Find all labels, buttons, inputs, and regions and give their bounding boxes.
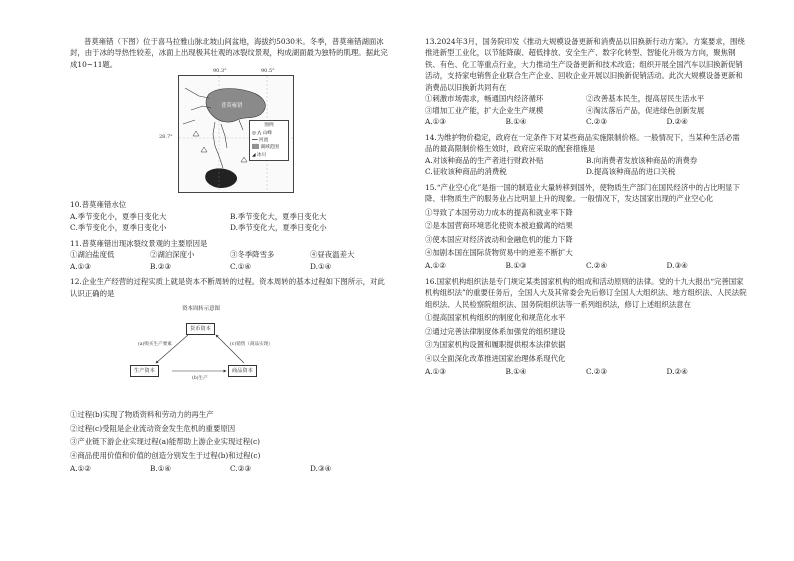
q16-option-a[interactable]: A.①③ — [425, 367, 446, 377]
legend-item-peak: ◎ ⋀ 山峰 — [252, 130, 272, 136]
q12-stem: 12.企业生产经营的过程实质上就是资本不断周转的过程。资本周转的基本过程如下图所示，对此认识正确的是 — [70, 277, 385, 298]
legend-item-river: ━━ 河流 — [252, 138, 269, 144]
q11-stem: 11.普莫雍错出现冰裂纹景观的主要原因是 — [70, 238, 208, 248]
arrow-label-c: (c)销售（商品实现） — [230, 342, 273, 348]
lon-left-label: 90.3° — [213, 68, 227, 75]
q15-option-a[interactable]: A.①② — [425, 261, 446, 271]
q11-statement-4: ④昼夜温差大 — [310, 250, 355, 260]
q13-stem: 13.2024年3月，国务院印发《推动大规模设备更新和消费品以旧换新行动方案》。方案要求，围绕推进新型工业化，以节能降碳、超低排放、安全生产、数字化转型、智能化升级为方向，聚焦钢铁、有色、化工等重点行业，大力推动生产设备更新和技术改造；组织开展全国汽车以旧换新促销活动，支持家电销售企业联合生产企业、回收企业开展以旧换新促销活动。此次大规模设备更新和消费品以旧换新共同有在 — [425, 37, 745, 92]
legend-item-glacier: ◢ 冰川 — [252, 152, 267, 158]
q16-option-b[interactable]: B.①④ — [505, 367, 527, 377]
right-column — [425, 36, 747, 378]
q12-option-b[interactable]: B.①④ — [150, 464, 172, 474]
q13-statement-1: ①刺激市场需求，畅通国内经济循环 — [425, 94, 544, 104]
diagram-title: 资本周转示意图 — [182, 306, 220, 313]
q11-option-a[interactable]: A.①③ — [70, 261, 91, 271]
q13-options — [425, 116, 747, 127]
q13-statements-row1 — [425, 93, 747, 104]
q16-stem: 16.国家机构组织法是专门规定某类国家机构的组成和活动原则的法律。党的十九大报出“完善国家机构组织法”的重要任务后，全国人大及其常委会先后修订全国人大组织法、地方组织法、人民法院组织法、人民检察院组织法、国务院组织法等一系列组织法，修订上述组织法意在 — [425, 276, 747, 309]
q12-options — [70, 463, 390, 474]
q12-option-c[interactable]: C.②③ — [230, 464, 251, 474]
q11-statement-1: ①湖泊盐度低 — [70, 250, 115, 260]
q15-option-d[interactable]: D.③④ — [666, 261, 688, 271]
box-production-capital: 生产资本 — [130, 365, 159, 377]
map-legend — [249, 120, 289, 161]
q15-stem: 15.“产业空心化”是指一国的制造业大量转移到国外，使物质生产部门在国民经济中的占比明显下降、非物质生产的服务业占比明显上升的现象。一般情况下，发达国家出现的产业空心化 — [425, 182, 740, 204]
q16-statement-4: ④以全面深化改革推进国家治理体系现代化 — [425, 353, 566, 363]
q15-option-c[interactable]: C.②④ — [586, 261, 607, 271]
q13-statement-4: ④淘汰落后产品，促进绿色创新发展 — [586, 105, 705, 115]
legend-title: 图例 — [264, 123, 274, 129]
q14-option-c[interactable]: C.征收该种商品的消费税 — [425, 167, 507, 177]
q10-option-b[interactable]: B.季节变化大，夏季日变化大 — [230, 211, 327, 221]
question-14 — [425, 132, 747, 178]
q12-statement-3: ③产业链下游企业实现过程(a)能帮助上游企业实现过程(c) — [70, 437, 261, 447]
question-13 — [425, 36, 747, 128]
q10-11-intro: 普莫雍错（下图）位于喜马拉雅山脉北坡山间盆地，海拔约5030米。冬季，普莫雍错湖面冰封，由于冰的导热性较差，冰面上出现极其壮观的冰裂纹景观，构成湖面最为独特的肌理。据此完成10~11题。 — [70, 37, 388, 69]
q10-option-a[interactable]: A.季节变化小，夏季日变化大 — [70, 211, 167, 221]
q10-option-d[interactable]: D.季节变化大，夏季日变化小 — [230, 223, 327, 233]
q16-statement-1: ①提高国家机构组织的制度化和规范化水平 — [425, 313, 566, 323]
q13-statements-row2 — [425, 105, 747, 116]
q14-stem: 14.为维护物价稳定，政府在一定条件下对某些商品实施限制价格。一般情况下，当某种生活必需品的最高限制价格生效时，政府应采取的配套措施是 — [425, 132, 740, 154]
lake-map — [159, 68, 294, 193]
question-16 — [425, 276, 747, 378]
q10-stem: 10.普莫雍错水位 — [70, 200, 127, 210]
left-column — [70, 36, 390, 475]
q11-option-b[interactable]: B.②③ — [150, 261, 172, 271]
q12-option-d[interactable]: D.③④ — [310, 464, 332, 474]
q16-options — [425, 366, 747, 377]
q13-option-b[interactable]: B.①④ — [505, 117, 527, 127]
q14-options-row1 — [425, 155, 747, 166]
lon-right-label: 90.5° — [261, 68, 275, 75]
q13-statement-3: ③增加工业产能，扩大企业生产规模 — [425, 105, 544, 115]
question-11 — [70, 238, 390, 272]
q15-option-b[interactable]: B.①③ — [505, 261, 527, 271]
q16-option-d[interactable]: D.②④ — [666, 367, 688, 377]
q13-option-c[interactable]: C.②③ — [586, 117, 607, 127]
q10-options-row1 — [70, 211, 390, 222]
q11-option-c[interactable]: C.①④ — [230, 261, 251, 271]
lat-label: 28.7° — [159, 134, 173, 141]
q12-statement-1: ①过程(b)实现了物质资料和劳动力的再生产 — [70, 410, 214, 420]
q15-statement-3: ③使本国应对经济波动和金融危机的能力下降 — [425, 234, 573, 244]
q14-options-row2 — [425, 166, 747, 177]
q12-statement-2: ②过程(c)受阻是企业流动资金发生危机的重要原因 — [70, 423, 236, 433]
lake-label: 普莫雍错 — [221, 103, 243, 110]
diagram-arrows — [126, 305, 276, 405]
box-commodity-capital: 商品资本 — [228, 365, 257, 377]
q16-option-c[interactable]: C.②③ — [586, 367, 607, 377]
box-money-capital: 货币资本 — [186, 323, 215, 335]
capital-turnover-diagram — [126, 305, 276, 405]
q11-statements — [70, 249, 390, 260]
q10-option-c[interactable]: C.季节变化小，夏季日变化小 — [70, 223, 167, 233]
q15-statement-4: ④加剧本国在国际货物贸易中的逆差不断扩大 — [425, 247, 573, 257]
legend-item-lake: ▒▒ 湖域范围 — [252, 145, 279, 151]
q14-option-a[interactable]: A.对该种商品的生产者进行财政补贴 — [425, 155, 544, 165]
q13-statement-2: ②改善基本民生，提高居民生活水平 — [586, 94, 705, 104]
q11-options — [70, 261, 390, 272]
q10-options-row2 — [70, 222, 390, 233]
q16-statement-2: ②通过完善法律制度体系加强党的组织建设 — [425, 326, 566, 336]
arrow-label-a: (a)购买生产要素 — [138, 342, 172, 348]
q12-statement-4: ④商品使用价值和价值的创造分别发生于过程(b)和过程(c) — [70, 450, 261, 460]
q11-statement-3: ③冬季降雪多 — [230, 250, 275, 260]
q14-option-b[interactable]: B.向消费者发放该种商品的消费券 — [586, 155, 698, 165]
q14-option-d[interactable]: D.提高该种商品的进口关税 — [586, 167, 676, 177]
q15-options — [425, 260, 747, 271]
q13-option-a[interactable]: A.①③ — [425, 117, 446, 127]
q12-option-a[interactable]: A.①② — [70, 464, 91, 474]
q11-statement-2: ②湖泊深度小 — [150, 250, 195, 260]
q11-option-d[interactable]: D.①④ — [310, 261, 332, 271]
arrow-label-b: (b)生产 — [192, 376, 208, 382]
q16-statement-3: ③为国家机构设置和履职提供根本法律依据 — [425, 340, 566, 350]
question-10 — [70, 199, 390, 233]
q15-statement-1: ①导致了本国劳动力成本的提高和就业率下降 — [425, 207, 573, 217]
q13-option-d[interactable]: D.②④ — [666, 117, 688, 127]
question-12 — [70, 276, 390, 474]
question-15 — [425, 182, 747, 272]
q15-statement-2: ②是本国营商环境恶化使资本被迫撤离的结果 — [425, 221, 573, 231]
